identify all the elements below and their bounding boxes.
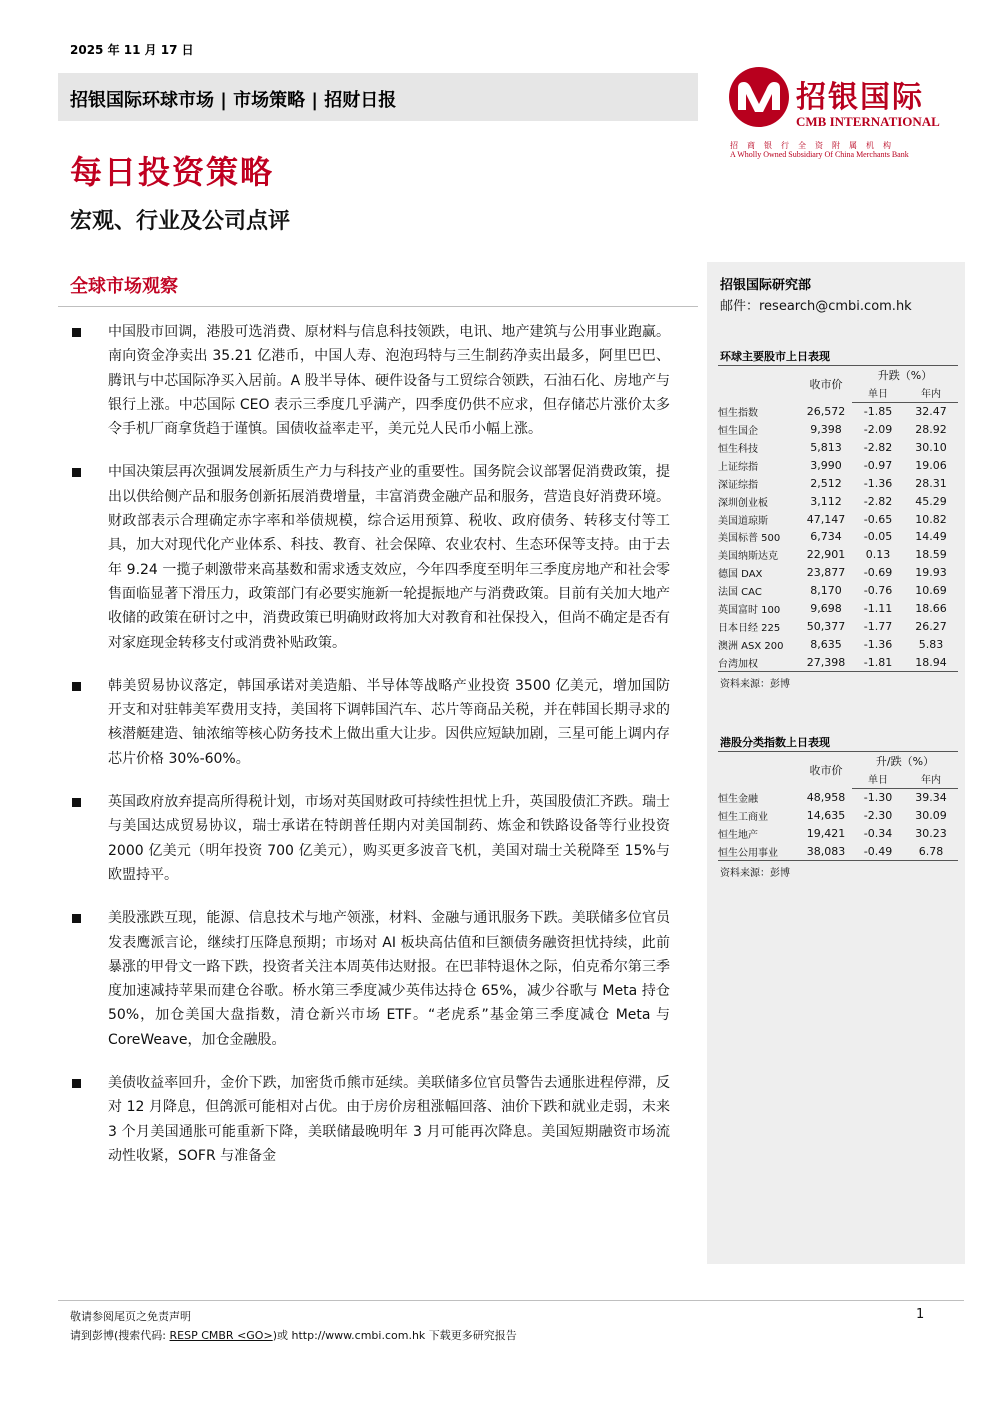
global-markets-table [718,365,958,672]
day-change: -0.69 [863,566,893,580]
global-table-source: 资料来源：彭博 [720,679,790,690]
table-row [718,474,958,492]
table-row [718,402,958,420]
ytd-change: 45.29 [915,494,947,508]
index-name: 英国富时 100 [718,605,781,617]
ytd-change: 28.92 [915,423,947,437]
ytd-change: 5.83 [918,637,944,651]
column-header-ytd: 年内 [904,770,958,788]
close-value: 8,170 [810,584,842,598]
logo-name-en: CMB INTERNATIONAL [796,114,940,129]
market-commentary [70,320,670,1187]
close-value: 3,112 [810,494,842,508]
column-header-close: 收市价 [800,366,852,403]
bullet-square-icon [72,328,81,337]
day-change: 0.13 [865,548,891,562]
hk-sectors-table [718,751,958,861]
close-value: 8,635 [810,637,842,651]
logo-name-cn: 招银国际 [796,80,924,115]
bullet-square-icon [72,1079,81,1088]
section-title: 全球市场观察 [70,276,178,297]
commentary-paragraph: 中国股市回调，港股可选消费、原材料与信息科技领跌，电讯、地产建筑与公用事业跑赢。南向资金净卖出 35.21 亿港币，中国人寿、泡泡玛特与三生制药净卖出最多，阿里巴巴、腾讯与中芯国际净买入居前。A 股半导体、硬件设备与工贸综合领跌，石油石化、房地产与银行上涨。中芯国际 CEO 表示三季度几乎满产，四季度仍供不应求，但存储芯片涨价太多令手机厂商拿货趋于谨慎。国债收益率走平，美元兑人民币小幅上涨。 [70,320,670,441]
index-name: 恒生指数 [718,407,758,419]
day-change: -1.36 [863,637,893,651]
index-name: 恒生国企 [718,426,758,438]
column-header-day: 单日 [852,384,904,402]
logo-subsidiary-cn: 招商银行全资附属机构 [730,141,900,150]
index-name: 德国 DAX [718,569,763,581]
bullet-square-icon [72,914,81,923]
ytd-change: 30.10 [915,441,947,454]
close-value: 50,377 [806,619,846,633]
ytd-change: 18.94 [904,653,958,671]
table-row [718,564,958,582]
day-change: -2.82 [863,441,893,454]
index-name: 深证综指 [718,479,758,491]
index-name: 法国 CAC [718,587,762,599]
column-header-ytd: 年内 [904,384,958,402]
table-row [718,546,958,564]
index-name: 日本日经 225 [718,622,781,634]
page-title: 每日投资策略 [70,153,275,191]
ytd-change: 30.23 [915,827,947,840]
table-row [718,582,958,600]
index-name: 恒生公用事业 [718,842,800,860]
day-change: -0.05 [863,530,893,544]
table-row [718,807,958,825]
ytd-change: 18.66 [915,602,947,616]
research-email[interactable]: 邮件：research@cmbi.com.hk [720,299,912,314]
day-change: -1.77 [863,619,893,633]
day-change: -1.11 [863,602,893,616]
website-link[interactable]: http://www.cmbi.com.hk [291,1329,426,1342]
day-change: -2.09 [863,423,893,437]
close-value: 14,635 [806,809,846,823]
ytd-change: 26.27 [915,619,947,633]
table-row [718,600,958,618]
index-name: 恒生地产 [718,830,758,841]
ytd-change: 19.06 [915,458,947,472]
ytd-change: 28.31 [915,476,947,490]
day-change: -0.76 [863,584,893,598]
table-row [718,439,958,457]
day-change: -1.30 [863,791,893,805]
close-value: 22,901 [806,548,846,562]
commentary-paragraph: 中国决策层再次强调发展新质生产力与科技产业的重要性。国务院会议部署促消费政策，提出以供给侧产品和服务创新拓展消费增量，丰富消费金融产品和服务，营造良好消费环境。财政部表示合理确定赤字率和举债规模，综合运用预算、税收、政府债务、转移支付等工具，加大对现代化产业体系、科技、教育、社会保障、农业农村、生态环保等支持。由于去年 9.24 一揽子刺激带来高基数和需求透支效应，今年四季度至明年三季度房地产和社会零售面临显著下滑压力，政策部门有必要实施新一轮提振地产与消费政策。目前有关加大地产收储的政策在研讨之中，消费政策已明确财政将加大对教育和社保投入，但尚不确定是否有对家庭现金转移支付或消费补贴政策。 [70,460,670,654]
global-markets-table-title: 环球主要股市上日表现 [720,350,830,363]
index-name: 恒生工商业 [718,812,768,824]
ytd-change: 32.47 [915,405,947,419]
table-row [718,825,958,843]
ytd-change: 10.69 [915,584,947,598]
index-name: 台湾加权 [718,653,800,671]
ytd-change: 39.34 [915,791,947,805]
cmbi-logo-icon [728,66,790,128]
commentary-paragraph: 英国政府放弃提高所得税计划，市场对英国财政可持续性担忧上升，英国股债汇齐跌。瑞士与美国达成贸易协议，瑞士承诺在特朗普任期内对美国制药、炼金和铁路设备等行业投资 2000 亿美元（明年投资 700 亿美元），购买更多波音飞机，美国对瑞士关税降至 15%与欧盟持平。 [70,790,670,887]
day-change: -0.97 [863,458,893,472]
day-change: -1.81 [852,653,904,671]
bullet-square-icon [72,798,81,807]
day-change: -1.85 [863,405,893,419]
ytd-change: 10.82 [915,512,947,526]
commentary-paragraph: 美股涨跌互现，能源、信息技术与地产领涨，材料、金融与通讯服务下跌。美联储多位官员发表鹰派言论，继续打压降息预期；市场对 AI 板块高估值和巨额债务融资担忧持续，此前暴涨的甲骨文一路下跌，投资者关注本周英伟达财报。在巴菲特退休之际，伯克希尔第三季度加速减持苹果而建仓谷歌。桥水第三季度减少英伟达持仓 65%，减少谷歌与 Meta 持仓 50%，加仓美国大盘指数，清仓新兴市场 ETF。“老虎系”基金第三季度减仓 Meta 与 CoreWeave，加仓金融股。 [70,906,670,1052]
page-subtitle: 宏观、行业及公司点评 [70,209,291,234]
section-divider [58,306,698,307]
index-name: 美国纳斯达克 [718,551,778,563]
close-value: 9,698 [810,602,842,616]
ytd-change: 19.93 [915,566,947,580]
table-row [718,492,958,510]
table-row [718,528,958,546]
footer-disclaimer: 敬请参阅尾页之免责声明 [70,1310,191,1323]
close-value: 38,083 [800,842,852,860]
bullet-square-icon [72,682,81,691]
commentary-paragraph: 韩美贸易协议落定，韩国承诺对美造船、半导体等战略产业投资 3500 亿美元，增加国防开支和对驻韩美军费用支持，美国将下调韩国汽车、芯片等商品关税，并在韩国长期寻求的核潜艇建造、铀浓缩等核心防务技术上做出重大让步。因供应短缺加剧，三星可能上调内存芯片价格 30%-60%。 [70,674,670,771]
table-row [718,842,958,860]
close-value: 19,421 [806,827,846,840]
close-value: 2,512 [810,476,842,490]
index-name: 上证综指 [718,461,758,473]
bullet-square-icon [72,468,81,477]
table-row [718,653,958,671]
column-header-close: 收市价 [800,752,852,789]
day-change: -0.34 [863,827,893,840]
table-row [718,788,958,806]
close-value: 47,147 [806,512,846,526]
ytd-change: 6.78 [904,842,958,860]
ytd-change: 14.49 [915,530,947,544]
day-change: -2.30 [863,809,893,823]
table-row [718,510,958,528]
bloomberg-code-link[interactable]: RESP CMBR <GO> [169,1329,273,1342]
close-value: 23,877 [806,566,846,580]
report-date: 2025 年 11 月 17 日 [70,43,194,57]
close-value: 5,813 [810,441,842,454]
close-value: 27,398 [800,653,852,671]
ytd-change: 30.09 [915,809,947,823]
column-header-change: 升/跌（%） [852,752,958,770]
index-name: 深圳创业板 [718,497,768,509]
index-name: 美国标普 500 [718,533,781,545]
logo-subsidiary-en: A Wholly Owned Subsidiary Of China Merchants Bank [730,150,909,159]
table-row [718,456,958,474]
day-change: -0.49 [852,842,904,860]
close-value: 9,398 [810,423,842,437]
column-header-day: 单日 [852,770,904,788]
footer-divider [58,1300,964,1301]
table-row [718,421,958,439]
research-dept-title: 招银国际研究部 [720,278,812,293]
index-name: 美国道琼斯 [718,515,768,527]
hk-sectors-table-title: 港股分类指数上日表现 [720,736,830,749]
table-row [718,617,958,635]
column-header-change: 升跌（%） [852,366,958,384]
day-change: -1.36 [863,476,893,490]
day-change: -0.65 [863,512,893,526]
index-name: 澳洲 ASX 200 [718,640,784,652]
index-name: 恒生金融 [718,793,758,805]
footer-bloomberg-note: 请到彭博(搜索代码: RESP CMBR <GO>)或 http://www.cmbi.com.hk 下载更多研究报告 [70,1329,517,1342]
commentary-paragraph: 美债收益率回升，金价下跌，加密货币熊市延续。美联储多位官员警告去通胀进程停滞，反对 12 月降息，但鸽派可能相对占优。由于房价房租涨幅回落、油价下跌和就业走弱，未来 3 个月美国通胀可能重新下降，美联储最晚明年 3 月可能再次降息。美国短期融资市场流动性收紧，SOFR 与准备金 [70,1071,670,1168]
ytd-change: 18.59 [915,548,947,562]
close-value: 26,572 [806,404,846,418]
day-change: -2.82 [863,494,893,508]
close-value: 6,734 [810,530,842,544]
breadcrumb: 招银国际环球市场 | 市场策略 | 招财日报 [70,90,397,111]
close-value: 48,958 [806,790,846,804]
table-row [718,635,958,653]
page-number: 1 [916,1307,925,1322]
close-value: 3,990 [810,458,842,472]
hk-table-source: 资料来源：彭博 [720,868,790,879]
index-name: 恒生科技 [718,444,758,455]
